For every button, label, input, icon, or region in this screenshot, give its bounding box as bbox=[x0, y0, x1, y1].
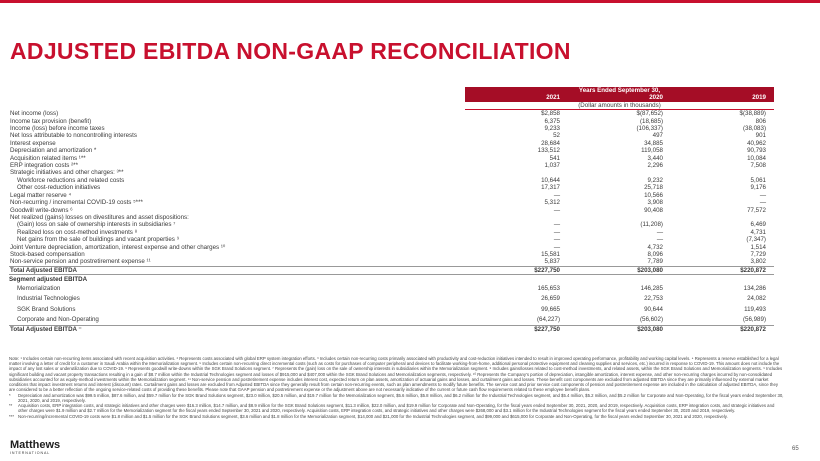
value-2021: 26,659 bbox=[541, 295, 560, 303]
row-label: Workforce reductions and related costs bbox=[17, 176, 125, 184]
value-2020: — bbox=[656, 236, 663, 244]
row-label: Memorialization bbox=[17, 285, 61, 292]
value-2021: 5,837 bbox=[544, 258, 560, 266]
value-2021: 133,512 bbox=[537, 147, 560, 155]
footnote-mark: * bbox=[9, 392, 11, 398]
row-label: Strategic initiatives and other charges: ³** bbox=[10, 169, 124, 177]
value-2020: 4,732 bbox=[647, 243, 663, 251]
value-2019: 4,731 bbox=[750, 228, 766, 236]
value-2020: 9,232 bbox=[647, 176, 663, 184]
value-2019: 134,286 bbox=[743, 285, 766, 292]
segment-row bbox=[9, 294, 774, 304]
value-2021: 10,644 bbox=[541, 176, 560, 184]
value-2020: 8,096 bbox=[647, 250, 663, 258]
year-2020: 2020 bbox=[568, 94, 671, 101]
table-row bbox=[9, 169, 774, 176]
row-label: Corporate and Non-Operating bbox=[17, 315, 99, 323]
value-2020: 34,885 bbox=[644, 139, 663, 147]
row-label: Non-service pension and postretirement expense ¹¹ bbox=[10, 258, 151, 266]
row-label: Total Adjusted EBITDA bbox=[9, 266, 465, 274]
value-2021: — bbox=[553, 191, 560, 199]
note-main: Note: ¹ Includes certain non-recurring items associated with recent acquisition activities. ² Represents costs associated with global ERP system integration efforts. ³ Includes certain non-recurring costs primarily associated with productivity and cost-reduction initiatives intended to result in improved operating performance, profitability and working capital levels. ⁴ Represents a reserve established for a legal matter involving a letter of credit for a customer in Saudi Arabia within the Memorialization segment. ⁵ Includes certain non-recurring direct incremental costs (such as costs for purchases of computer peripheral and devices to facilitate working-from-home, additional personal protective equipment and cleaning supplies and services, etc.) incurred in response to COVID-19. This amount does not include the impact of any lost sales or underutilization due to COVID-19. ⁶ Represents goodwill write-downs within the SGK Brand Solutions segment. ⁷ Represents the (gain) loss on the sale of ownership interests in subsidiaries within the Memorialization segment. ⁸ Includes gains/losses related to cost-method investments, and related assets, within the SGK Brand Solutions and Memorialization segments. ⁹ Includes significant building and vacant property transactions resulting in a gain of $8.7 million within the Industrial Technologies segment and losses of $915,000 and $407,000 within the SGK Brand Solutions and Memorialization segments, respectively. ¹⁰ Represents the Company's portion of depreciation, intangible amortization, interest expense, and other non-recurring charges incurred by non-consolidated subsidiaries accounted for as equity-method investments within the Memorialization segment. ¹¹ Non-service pension and postretirement expense includes interest cost, expected return on plan assets, amortization of actuarial gains and losses, and curtailment gains and losses. These benefit cost components are excluded from adjusted EBITDA since they are primarily influenced by external market conditions that impact investment returns and interest (discount) rates. Curtailment gains and losses are excluded from Adjusted EBITDA since they generally result from certain non-recurring events, such as plan amendments to modify future benefits. The service cost and prior service cost components of pension and postretirement expense are included in the calculation of adjusted EBITDA, since they are considered to be a better reflection of the ongoing service-related costs of providing these benefits. Please note that GAAP pension and postretirement expense or the adjustment above are not necessarily indicative of the current or future cash flow requirements related to these employee benefit plans. bbox=[9, 356, 783, 393]
reconciliation-table bbox=[9, 87, 774, 333]
value-2019: $220,872 bbox=[671, 325, 774, 333]
units-label: (Dollar amounts in thousands) bbox=[465, 102, 774, 110]
value-2019: 7,508 bbox=[750, 162, 766, 170]
footnote bbox=[9, 393, 785, 403]
company-logo bbox=[10, 440, 60, 455]
value-2019: 9,176 bbox=[750, 184, 766, 192]
row-label: Acquisition related items ¹** bbox=[10, 154, 86, 162]
notes-section bbox=[9, 356, 785, 419]
table-row bbox=[9, 184, 774, 191]
table-row bbox=[9, 132, 774, 139]
row-label: Total Adjusted EBITDA ⁻ bbox=[9, 325, 465, 333]
value-2020: 90,408 bbox=[644, 206, 663, 214]
page-title: ADJUSTED EBITDA NON-GAAP RECONCILIATION bbox=[10, 38, 571, 64]
value-2021: 15,581 bbox=[541, 250, 560, 258]
value-2021: 99,665 bbox=[541, 305, 560, 313]
table-row bbox=[9, 258, 774, 266]
value-2020: (18,685) bbox=[639, 117, 663, 125]
table-row bbox=[9, 118, 774, 125]
footnote-text: Acquisition costs, ERP integration costs, and strategic initiatives and other charges were $16.3 million, $14.7 million, and $8.9 million for the SGK Brand Solutions segment, $11.3 million, $22.0 million, and $19.9 million for Corporate and Non-Operating, for the fiscal years ended September 30, 2021, 2020, and 2019, respectively. Acquisition costs, ERP integration costs, and strategic initiatives and other charges were $1.9 million and $2.7 million for the Memorialization segment for the fiscal years ended September 30, 2021 and 2020, respectively. Acquisition costs, ERP integration costs, and strategic initiatives and other charges were $268,000 and $3.1 million for the Industrial Technologies segment for the fiscal years ended September 30, 2020 and 2019, respectively. bbox=[18, 403, 775, 414]
value-2019: 77,572 bbox=[747, 206, 766, 214]
value-2020: 25,718 bbox=[644, 184, 663, 192]
row-label: Non-recurring / incremental COVID-19 costs ⁵*** bbox=[10, 199, 143, 207]
row-label: Joint Venture depreciation, amortization, interest expense and other charges ¹⁰ bbox=[10, 243, 226, 251]
footnote bbox=[9, 414, 785, 419]
value-2019: 901 bbox=[755, 132, 766, 140]
table-row bbox=[9, 125, 774, 132]
table-row bbox=[9, 236, 774, 243]
total-adjusted-ebitda-row bbox=[9, 266, 774, 274]
table-row bbox=[9, 162, 774, 169]
value-2021: 6,375 bbox=[544, 117, 560, 125]
footnote-text: Non-recurring/incremental COVID-19 costs were $1.8 million and $1.5 million for the SGK Brand Solutions segment, $3.6 million and $1.8 million for the Memorialization segment, $14,000 and $21,000 for the Industrial Technologies segment, and $99,000 and $615,000 for Corporate and Non-Operating, for the fiscal years ended September 30, 2021 and 2020, respectively. bbox=[18, 413, 728, 419]
value-2020: 2,296 bbox=[647, 162, 663, 170]
row-label: Net realized (gains) losses on divestitures and asset dispositions: bbox=[10, 213, 189, 221]
table-row bbox=[9, 229, 774, 236]
value-2019: 6,469 bbox=[750, 221, 766, 229]
segment-total-row bbox=[9, 325, 774, 333]
value-2021 bbox=[465, 214, 568, 221]
segment-row bbox=[9, 284, 774, 294]
value-2019: — bbox=[759, 191, 766, 199]
value-2019: 7,729 bbox=[750, 250, 766, 258]
row-label: Net income (loss) bbox=[10, 109, 59, 117]
year-2021: 2021 bbox=[465, 94, 568, 101]
value-2021: 165,653 bbox=[537, 285, 560, 292]
units-row bbox=[9, 102, 774, 110]
row-label: Income tax provision (benefit) bbox=[10, 117, 92, 125]
row-label: (Gain) loss on sale of ownership interests in subsidiaries ⁷ bbox=[17, 221, 176, 229]
value-2021: (64,227) bbox=[536, 315, 560, 323]
row-label: Industrial Technologies bbox=[17, 295, 80, 303]
row-label: Realized loss on cost-method investments ⁸ bbox=[17, 228, 138, 236]
value-2020: (11,208) bbox=[640, 221, 663, 229]
value-2020: (106,337) bbox=[636, 125, 663, 133]
table-row bbox=[9, 199, 774, 206]
year-header-row bbox=[9, 94, 774, 101]
value-2019: (38,083) bbox=[742, 125, 766, 133]
value-2021: 28,684 bbox=[541, 139, 560, 147]
value-2020: 22,753 bbox=[644, 295, 663, 303]
segment-row bbox=[9, 304, 774, 314]
table-row bbox=[9, 214, 774, 221]
value-2020: — bbox=[656, 228, 663, 236]
value-2020: $(87,652) bbox=[636, 110, 663, 118]
table-row bbox=[9, 140, 774, 147]
value-2020: $203,080 bbox=[568, 266, 671, 274]
value-2019: 10,084 bbox=[747, 154, 766, 162]
row-label: Income (loss) before income taxes bbox=[10, 125, 105, 133]
value-2020: 3,908 bbox=[647, 199, 663, 207]
row-label: Stock-based compensation bbox=[10, 250, 85, 258]
value-2019: 24,082 bbox=[747, 295, 766, 303]
table-row bbox=[9, 221, 774, 228]
value-2021: — bbox=[553, 236, 560, 244]
row-label: Interest expense bbox=[10, 139, 56, 147]
value-2021: 5,312 bbox=[544, 199, 560, 207]
value-2021: — bbox=[553, 228, 560, 236]
value-2021: — bbox=[553, 206, 560, 214]
table-row bbox=[9, 244, 774, 251]
value-2021: 541 bbox=[549, 154, 560, 162]
footnote bbox=[9, 403, 785, 413]
value-2021: $227,750 bbox=[465, 266, 568, 274]
page-number: 65 bbox=[792, 446, 799, 452]
value-2020: (56,602) bbox=[639, 315, 663, 323]
value-2020: 10,566 bbox=[644, 191, 663, 199]
value-2020: 3,440 bbox=[647, 154, 663, 162]
value-2019: 90,793 bbox=[747, 147, 766, 155]
period-header-row bbox=[9, 87, 774, 94]
value-2021: 1,037 bbox=[544, 162, 560, 170]
value-2020: 119,058 bbox=[641, 147, 663, 155]
value-2019: 1,514 bbox=[750, 243, 766, 251]
value-2021: 52 bbox=[553, 132, 560, 140]
value-2020 bbox=[568, 169, 671, 176]
segment-row bbox=[9, 314, 774, 325]
value-2020: 90,644 bbox=[644, 305, 663, 313]
value-2020: 7,789 bbox=[647, 258, 663, 266]
value-2020: 146,285 bbox=[640, 285, 663, 292]
segment-header: Segment adjusted EBITDA bbox=[9, 276, 88, 284]
segment-header-row bbox=[9, 275, 774, 284]
row-label: Legal matter reserve ⁴ bbox=[10, 191, 72, 199]
top-accent-bar bbox=[0, 0, 820, 3]
table-row bbox=[9, 207, 774, 214]
value-2019: — bbox=[759, 199, 766, 207]
footnote-mark: ** bbox=[9, 403, 13, 409]
value-2019 bbox=[671, 214, 774, 221]
value-2019: 5,061 bbox=[750, 176, 766, 184]
value-2019: (56,989) bbox=[742, 315, 766, 323]
year-2019: 2019 bbox=[671, 94, 774, 101]
value-2021: $2,858 bbox=[541, 110, 560, 118]
value-2020 bbox=[568, 214, 671, 221]
value-2021: $227,750 bbox=[465, 325, 568, 333]
value-2019 bbox=[671, 169, 774, 176]
value-2019: 119,493 bbox=[744, 305, 766, 313]
footnote-mark: *** bbox=[9, 413, 15, 419]
value-2021: — bbox=[553, 243, 560, 251]
table-row bbox=[9, 251, 774, 258]
value-2020: $203,080 bbox=[568, 325, 671, 333]
table-row bbox=[9, 192, 774, 199]
value-2021: 9,233 bbox=[544, 125, 560, 133]
period-header: Years Ended September 30, bbox=[465, 87, 774, 94]
value-2019: $(38,889) bbox=[739, 110, 766, 118]
row-label: Other cost-reduction initiatives bbox=[17, 184, 101, 192]
table-row bbox=[9, 155, 774, 162]
value-2019: (7,347) bbox=[746, 236, 766, 244]
table-row bbox=[9, 147, 774, 154]
value-2021: — bbox=[553, 221, 560, 229]
value-2021: 17,317 bbox=[541, 184, 560, 192]
row-label: Net loss attributable to noncontrolling interests bbox=[10, 132, 137, 140]
value-2020: 497 bbox=[652, 132, 663, 140]
row-label: Depreciation and amortization * bbox=[10, 147, 97, 155]
table-row bbox=[9, 177, 774, 184]
value-2021 bbox=[465, 169, 568, 176]
value-2019: 40,962 bbox=[747, 139, 766, 147]
logo-name: Matthews bbox=[10, 439, 61, 451]
footnote-text: Depreciation and amortization was $99.5 million, $87.6 million, and $59.7 million for the SGK Brand Solutions segment, $23.0 million, $20.5 million, and $19.7 million for the Memorialization segment, $5.6 million, $5.8 million, and $6.2 million for the Industrial Technologies segment, and $5.4 million, $5.2 million, and $5.2 million for Corporate and Non-Operating, for the fiscal years ended September 30, 2021, 2020, and 2019, respectively. bbox=[18, 392, 784, 404]
logo-sub: INTERNATIONAL bbox=[10, 451, 51, 455]
value-2019: $220,872 bbox=[671, 266, 774, 274]
table-row bbox=[9, 110, 774, 118]
row-label: ERP integration costs ²** bbox=[10, 162, 78, 170]
value-2019: 806 bbox=[755, 117, 766, 125]
value-2019: 3,802 bbox=[750, 258, 766, 266]
row-label: SGK Brand Solutions bbox=[17, 305, 76, 313]
row-label: Goodwill write-downs ⁶ bbox=[10, 206, 73, 214]
row-label: Net gains from the sale of buildings and vacant properties ⁹ bbox=[17, 236, 180, 244]
